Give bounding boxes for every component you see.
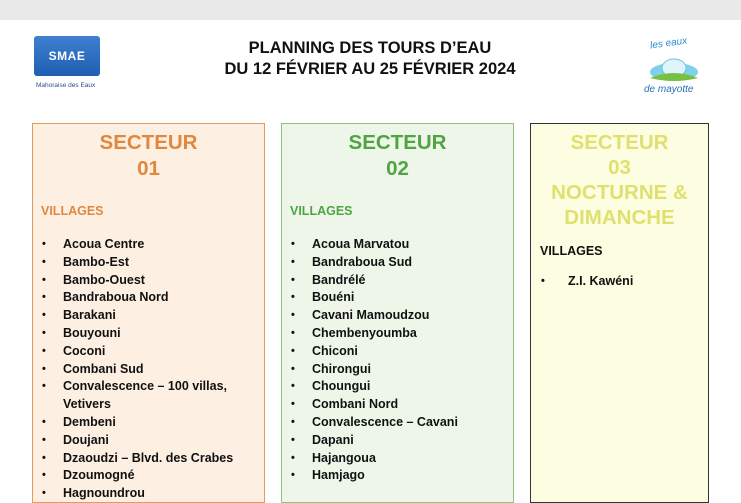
village-item xyxy=(282,307,513,325)
sector-03-panel xyxy=(530,123,709,503)
village-name: Dapani xyxy=(312,432,354,447)
bullet-icon: • xyxy=(291,309,295,322)
bullet-icon: • xyxy=(291,451,295,464)
village-name: Hagnoundrou xyxy=(63,486,145,501)
village-item xyxy=(282,236,513,254)
bullet-icon: • xyxy=(291,326,295,339)
village-item xyxy=(282,378,513,396)
bullet-icon: • xyxy=(291,380,295,393)
villages-label: VILLAGES xyxy=(540,244,603,258)
village-item xyxy=(33,467,264,485)
village-item xyxy=(33,485,264,503)
sector-heading-line: SECTEUR xyxy=(348,131,447,154)
smae-logo-badge: SMAE xyxy=(34,36,100,76)
bullet-icon: • xyxy=(42,326,46,339)
title-line-2: DU 12 FÉVRIER AU 25 FÉVRIER 2024 xyxy=(224,60,516,78)
village-item xyxy=(282,414,513,432)
eaux-de-mayotte-logo xyxy=(636,35,712,102)
village-item xyxy=(33,414,264,432)
village-item xyxy=(33,378,264,414)
top-bar xyxy=(0,0,741,20)
village-list xyxy=(282,236,513,485)
bullet-icon: • xyxy=(42,380,46,393)
bullet-icon: • xyxy=(291,469,295,482)
village-name: Combani Sud xyxy=(63,361,144,376)
bullet-icon: • xyxy=(42,469,46,482)
village-name: Cavani Mamoudzou xyxy=(312,308,430,323)
village-name: Bandraboua Nord xyxy=(63,290,169,305)
village-name: Z.I. Kawéni xyxy=(568,274,634,288)
village-item xyxy=(282,396,513,414)
villages-label: VILLAGES xyxy=(41,204,104,218)
village-item xyxy=(33,236,264,254)
village-name: Chirongui xyxy=(312,361,372,376)
bullet-icon: • xyxy=(291,238,295,250)
village-item xyxy=(282,272,513,290)
village-item xyxy=(33,289,264,307)
bullet-icon: • xyxy=(291,273,295,286)
village-name: Bandraboua Sud xyxy=(312,254,413,269)
village-item xyxy=(33,450,264,468)
sector-heading-line: 03 xyxy=(608,156,631,179)
village-list xyxy=(531,273,708,291)
mayotte-logo-top-text: les eaux xyxy=(649,35,688,52)
village-name: Bambo-Est xyxy=(63,254,129,269)
village-item xyxy=(282,361,513,379)
village-list xyxy=(33,236,264,503)
village-name: Bouyouni xyxy=(63,325,121,340)
village-item xyxy=(282,450,513,468)
sector-heading-line: SECTEUR xyxy=(99,131,198,154)
bullet-icon: • xyxy=(42,309,46,322)
village-name: Barakani xyxy=(63,308,116,323)
sector-heading-line: 01 xyxy=(137,157,160,180)
page-title xyxy=(130,38,610,80)
title-line-1: PLANNING DES TOURS D’EAU xyxy=(248,39,492,57)
smae-logo xyxy=(34,36,104,89)
village-item xyxy=(282,467,513,485)
village-name: Bambo-Ouest xyxy=(63,272,145,287)
village-item xyxy=(282,343,513,361)
bullet-icon: • xyxy=(541,275,545,287)
bullet-icon: • xyxy=(291,291,295,304)
bullet-icon: • xyxy=(42,344,46,357)
bullet-icon: • xyxy=(42,291,46,304)
bullet-icon: • xyxy=(291,398,295,411)
bullet-icon: • xyxy=(42,451,46,464)
village-item xyxy=(33,254,264,272)
village-name: Convalescence – Cavani xyxy=(312,414,458,429)
bullet-icon: • xyxy=(291,255,295,268)
village-item xyxy=(33,325,264,343)
village-item xyxy=(531,273,708,291)
village-name: Hamjago xyxy=(312,468,365,483)
bullet-icon: • xyxy=(42,362,46,375)
village-item xyxy=(282,289,513,307)
village-name: Acoua Centre xyxy=(63,237,145,251)
village-item xyxy=(282,432,513,450)
sector-03-heading xyxy=(531,130,708,230)
bullet-icon: • xyxy=(42,273,46,286)
village-name: Chiconi xyxy=(312,343,358,358)
village-name: Doujani xyxy=(63,432,109,447)
bullet-icon: • xyxy=(42,433,46,446)
bullet-icon: • xyxy=(42,415,46,428)
bullet-icon: • xyxy=(291,433,295,446)
bullet-icon: • xyxy=(291,344,295,357)
village-name: Hajangoua xyxy=(312,450,376,465)
village-item xyxy=(282,325,513,343)
village-item xyxy=(33,361,264,379)
village-name: Coconi xyxy=(63,343,106,358)
sector-heading-line: 02 xyxy=(386,157,409,180)
villages-label: VILLAGES xyxy=(290,204,353,218)
mayotte-logo-bottom-text: de mayotte xyxy=(644,84,694,95)
village-name: Dzoumogné xyxy=(63,468,135,483)
village-item xyxy=(33,307,264,325)
village-name: Choungui xyxy=(312,379,371,394)
smae-logo-subtitle: Mahoraise des Eaux xyxy=(36,82,96,89)
sector-heading-line: SECTEUR xyxy=(570,131,669,154)
sector-02-heading xyxy=(282,130,513,182)
village-name: Dzaoudzi – Blvd. des Crabes xyxy=(63,450,234,465)
village-name: Bandrélé xyxy=(312,272,366,287)
bullet-icon: • xyxy=(42,487,46,500)
sector-heading-line: NOCTURNE & xyxy=(551,181,688,204)
sector-02-panel xyxy=(281,123,514,503)
village-name: Acoua Marvatou xyxy=(312,237,410,251)
bullet-icon: • xyxy=(42,238,46,250)
sector-01-heading xyxy=(33,130,264,182)
bullet-icon: • xyxy=(291,362,295,375)
village-name: Convalescence – 100 villas, Vetivers xyxy=(63,379,227,412)
sector-01-panel xyxy=(32,123,265,503)
village-name: Chembenyoumba xyxy=(312,325,417,340)
village-name: Combani Nord xyxy=(312,397,399,412)
village-name: Bouéni xyxy=(312,290,355,305)
village-item xyxy=(33,343,264,361)
village-item xyxy=(33,272,264,290)
sector-heading-line: DIMANCHE xyxy=(564,206,675,229)
bullet-icon: • xyxy=(291,415,295,428)
village-item xyxy=(282,254,513,272)
village-name: Dembeni xyxy=(63,414,116,429)
village-item xyxy=(33,432,264,450)
bullet-icon: • xyxy=(42,255,46,268)
